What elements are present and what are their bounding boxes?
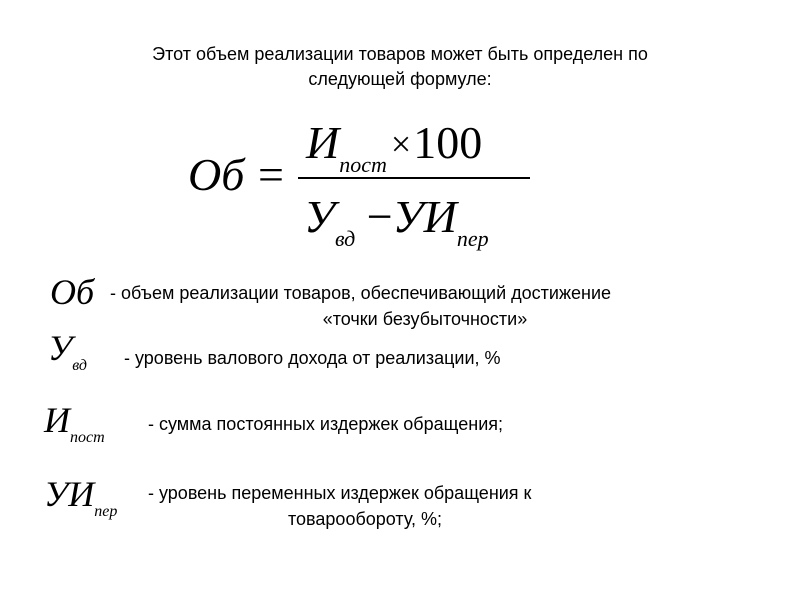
formula [0, 0, 800, 260]
minus-sign: − [366, 191, 393, 242]
definition-symbol: $У_{вд}$ [48, 328, 87, 374]
formula-denominator [304, 190, 489, 266]
definition-text-line-1: - уровень переменных издержек обращения к [148, 483, 532, 503]
definition-text-line-2: «точки безубыточности» [322, 309, 528, 329]
denominator-term1: У [304, 191, 335, 242]
definition-text [148, 480, 748, 532]
definition-text-line-1: - сумма постоянных издержек обращения; [148, 414, 503, 434]
formula-numerator [306, 116, 482, 192]
definition-text-line-2: товарообороту, %; [288, 509, 443, 529]
numerator-sub: пост [339, 152, 387, 177]
fraction-bar [298, 177, 530, 179]
times-sign: × [390, 124, 412, 164]
definition-text-line-1: - объем реализации товаров, обеспечивающий достижение [110, 283, 612, 303]
formula-lhs: Об [188, 149, 245, 200]
definition-symbol: $И_{пост}$ [44, 400, 105, 446]
definition-text [110, 280, 740, 332]
definition-text [148, 411, 748, 437]
denominator-term2: УИ [392, 191, 457, 242]
intro-line-2: следующей формуле: [308, 69, 492, 89]
definition-text-line-1: - уровень валового дохода от реализации, % [124, 348, 501, 368]
intro-line-1: Этот объем реализации товаров может быть определен по [152, 44, 648, 64]
numerator-main: И [306, 117, 340, 168]
formula-equals: = [258, 149, 284, 200]
definition-text [124, 345, 724, 371]
denominator-term1-sub: вд [334, 226, 356, 251]
numerator-value: 100 [413, 117, 483, 168]
definition-symbol: Об [50, 272, 95, 312]
definition-symbol: $УИ_{пер}$ [44, 474, 118, 520]
denominator-term2-sub: пер [456, 226, 489, 251]
